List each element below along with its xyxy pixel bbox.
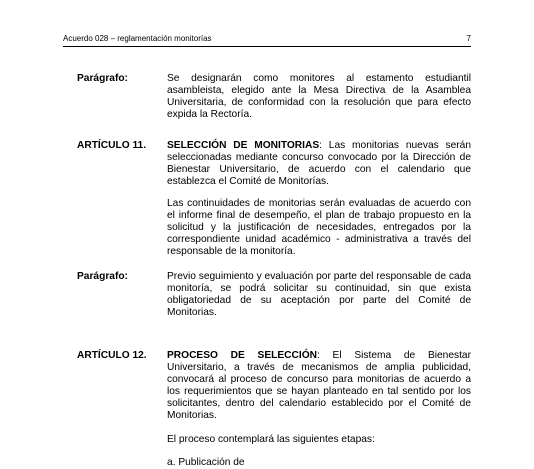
paragraph-text: Se designarán como monitores al estamento estudiantil asambleista, elegido ante la Mesa Directiva de la Asamblea Universitaria, de conformidad con la resolución que para efecto expida la Rectoría.: [167, 73, 471, 120]
section-label: Parágrafo:: [77, 271, 128, 282]
header-title: Acuerdo 028 – reglamentación monitorías: [63, 34, 212, 43]
paragraph-text: El proceso contemplará las siguientes etapas:: [167, 434, 375, 445]
paragraph-text: : El Sistema de Bienestar Universitario, a través de mecanismos de amplia publicidad, convocará al proceso de concurso para monitorias de acuerdo a los requerimientos que se hayan planteado en tal sentido por los solicitantes, dentro del calendario establecido por el Comité de Monitorias.: [167, 350, 471, 421]
paragraph-text: Previo seguimiento y evaluación por parte del responsable de cada monitoría, se podrá solicitar su continuidad, sin que exista obligatoriedad de su aceptación por parte del Comité de Monitorias.: [167, 271, 471, 318]
page-header: [63, 34, 471, 47]
list-item-partial: a. Publicación de: [167, 457, 245, 468]
section-paragraph: [167, 140, 471, 188]
section-label: Parágrafo:: [77, 73, 128, 84]
article-heading: PROCESO DE SELECCIÓN: [167, 350, 317, 361]
section-paragraph: [167, 434, 471, 446]
section-paragraph: [167, 350, 471, 422]
section-paragraph: [167, 198, 471, 258]
article-heading: SELECCIÓN DE MONITORIAS: [167, 140, 320, 151]
section-label: ARTÍCULO 12.: [77, 350, 147, 361]
section-paragraph: [167, 73, 471, 121]
page-number: 7: [466, 34, 471, 43]
section-paragraph: [167, 271, 471, 319]
paragraph-text: : Las monitorias nuevas serán seleccionadas mediante concurso convocado por la Dirección de Bienestar Universitario, de acuerdo con el calendario que establezca el Comité de Monitorías.: [167, 140, 472, 187]
paragraph-text: Las continuidades de monitorias serán evaluadas de acuerdo con el informe final de desempeño, el plan de trabajo propuesto en la solicitud y la justificación de necesidades, entregados por la correspondiente unidad académico - administrativa a través del responsable de la monitoría.: [167, 198, 471, 257]
section-label: ARTÍCULO 11.: [77, 140, 147, 151]
